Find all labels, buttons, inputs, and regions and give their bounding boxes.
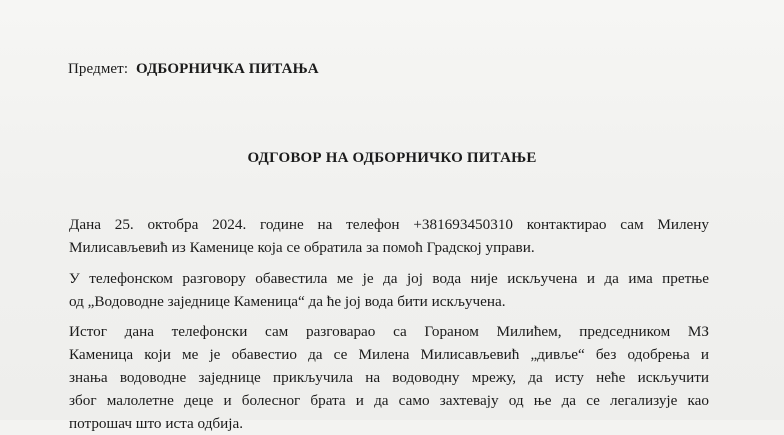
paragraph-1-line-2: Милисављевић из Каменице која се обратила за помоћ Градској управи.: [69, 239, 535, 256]
subject-label: Предмет:: [68, 61, 129, 77]
paragraph-3-line-1: Истог дана телефонски сам разговарао са Гораном Милићем, председником МЗ: [69, 323, 709, 340]
paragraph-3-line-2: Каменица који ме је обавестио да се Милена Милисављевић „дивље“ без одобрења и: [69, 346, 709, 363]
paragraph-3-line-5: потрошач што иста одбија.: [69, 415, 244, 432]
subject-value: ОДБОРНИЧКА ПИТАЊА: [135, 61, 319, 77]
paragraph-2-line-1: У телефонском разговору обавестила ме је да јој вода није искључена и да има претње: [69, 270, 709, 287]
paragraph-3-line-4: због малолетне деце и болесног брата и да само захтевају од ње да се легализује као: [69, 392, 709, 409]
paragraph-1: [69, 213, 709, 259]
paragraph-3: [69, 320, 709, 432]
paragraph-2-line-2: од „Водоводне заједнице Каменица“ да ће јој вода бити искључена.: [69, 293, 506, 310]
subject-line: [68, 61, 319, 78]
paragraph-3-line-3: знања водоводне заједнице прикључила на водоводну мрежу, да исту неће искључити: [69, 369, 709, 386]
paragraph-1-line-1: Дана 25. октобра 2024. године на телефон +381693450310 контактирао сам Милену: [69, 216, 709, 233]
paragraph-2: [69, 267, 709, 313]
document-title: ОДГОВОР НА ОДБОРНИЧКО ПИТАЊЕ: [247, 150, 537, 166]
